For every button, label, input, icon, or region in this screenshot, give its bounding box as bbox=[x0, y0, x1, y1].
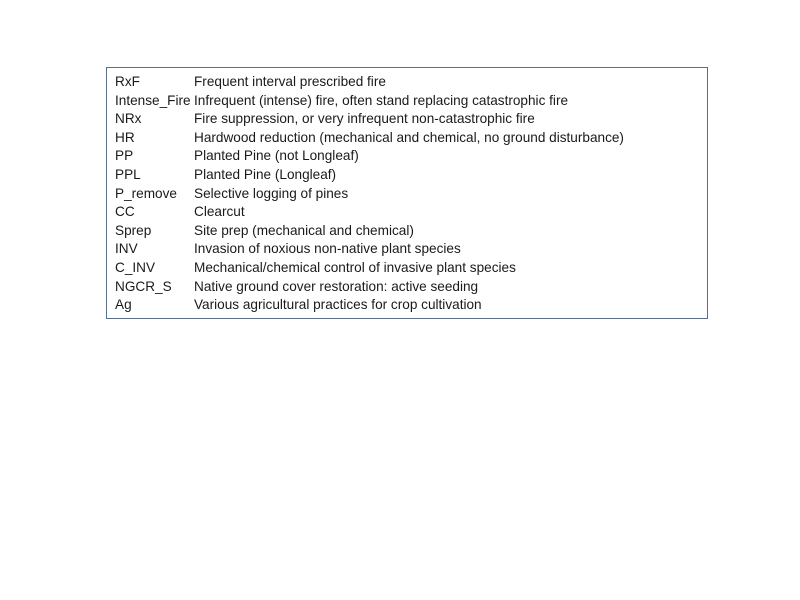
legend-code: HR bbox=[115, 129, 135, 145]
legend-code: C_INV bbox=[115, 259, 156, 275]
legend-row bbox=[115, 296, 707, 315]
legend-row bbox=[115, 147, 707, 166]
legend-row bbox=[115, 92, 707, 111]
legend-description: Selective logging of pines bbox=[194, 185, 349, 201]
legend-code: Ag bbox=[115, 297, 132, 313]
legend-row bbox=[115, 240, 707, 259]
legend-code: PPL bbox=[115, 166, 141, 182]
legend-description: Fire suppression, or very infrequent non-catastrophic fire bbox=[194, 111, 535, 127]
legend-description: Clearcut bbox=[194, 204, 245, 220]
legend-code: NGCR_S bbox=[115, 278, 172, 294]
legend-row bbox=[115, 166, 707, 185]
legend-code: P_remove bbox=[115, 185, 177, 201]
legend-description: Native ground cover restoration: active seeding bbox=[194, 278, 479, 294]
legend-row bbox=[115, 278, 707, 297]
legend-code: NRx bbox=[115, 111, 142, 127]
legend-code: PP bbox=[115, 148, 134, 164]
legend-row bbox=[115, 203, 707, 222]
legend-row bbox=[115, 185, 707, 204]
legend-code: INV bbox=[115, 241, 138, 257]
legend-description: Site prep (mechanical and chemical) bbox=[194, 222, 414, 238]
legend-description: Planted Pine (not Longleaf) bbox=[194, 148, 359, 164]
legend-row bbox=[115, 110, 707, 129]
legend-description: Frequent interval prescribed fire bbox=[194, 74, 386, 89]
legend-code: RxF bbox=[115, 74, 140, 89]
legend-description: Planted Pine (Longleaf) bbox=[194, 166, 337, 182]
legend-row bbox=[115, 73, 707, 92]
legend-code: CC bbox=[115, 204, 135, 220]
abbreviation-legend-table bbox=[106, 67, 708, 319]
legend-description: Invasion of noxious non-native plant species bbox=[194, 241, 461, 257]
legend-code: Intense_Fire bbox=[115, 92, 191, 108]
legend-description: Hardwood reduction (mechanical and chemical, no ground disturbance) bbox=[194, 129, 624, 145]
legend-row bbox=[115, 129, 707, 148]
legend-row bbox=[115, 222, 707, 241]
legend-description: Infrequent (intense) fire, often stand replacing catastrophic fire bbox=[194, 92, 569, 108]
legend-row bbox=[115, 259, 707, 278]
legend-description: Mechanical/chemical control of invasive plant species bbox=[194, 259, 516, 275]
legend-description: Various agricultural practices for crop cultivation bbox=[194, 297, 482, 313]
legend-code: Sprep bbox=[115, 222, 152, 238]
